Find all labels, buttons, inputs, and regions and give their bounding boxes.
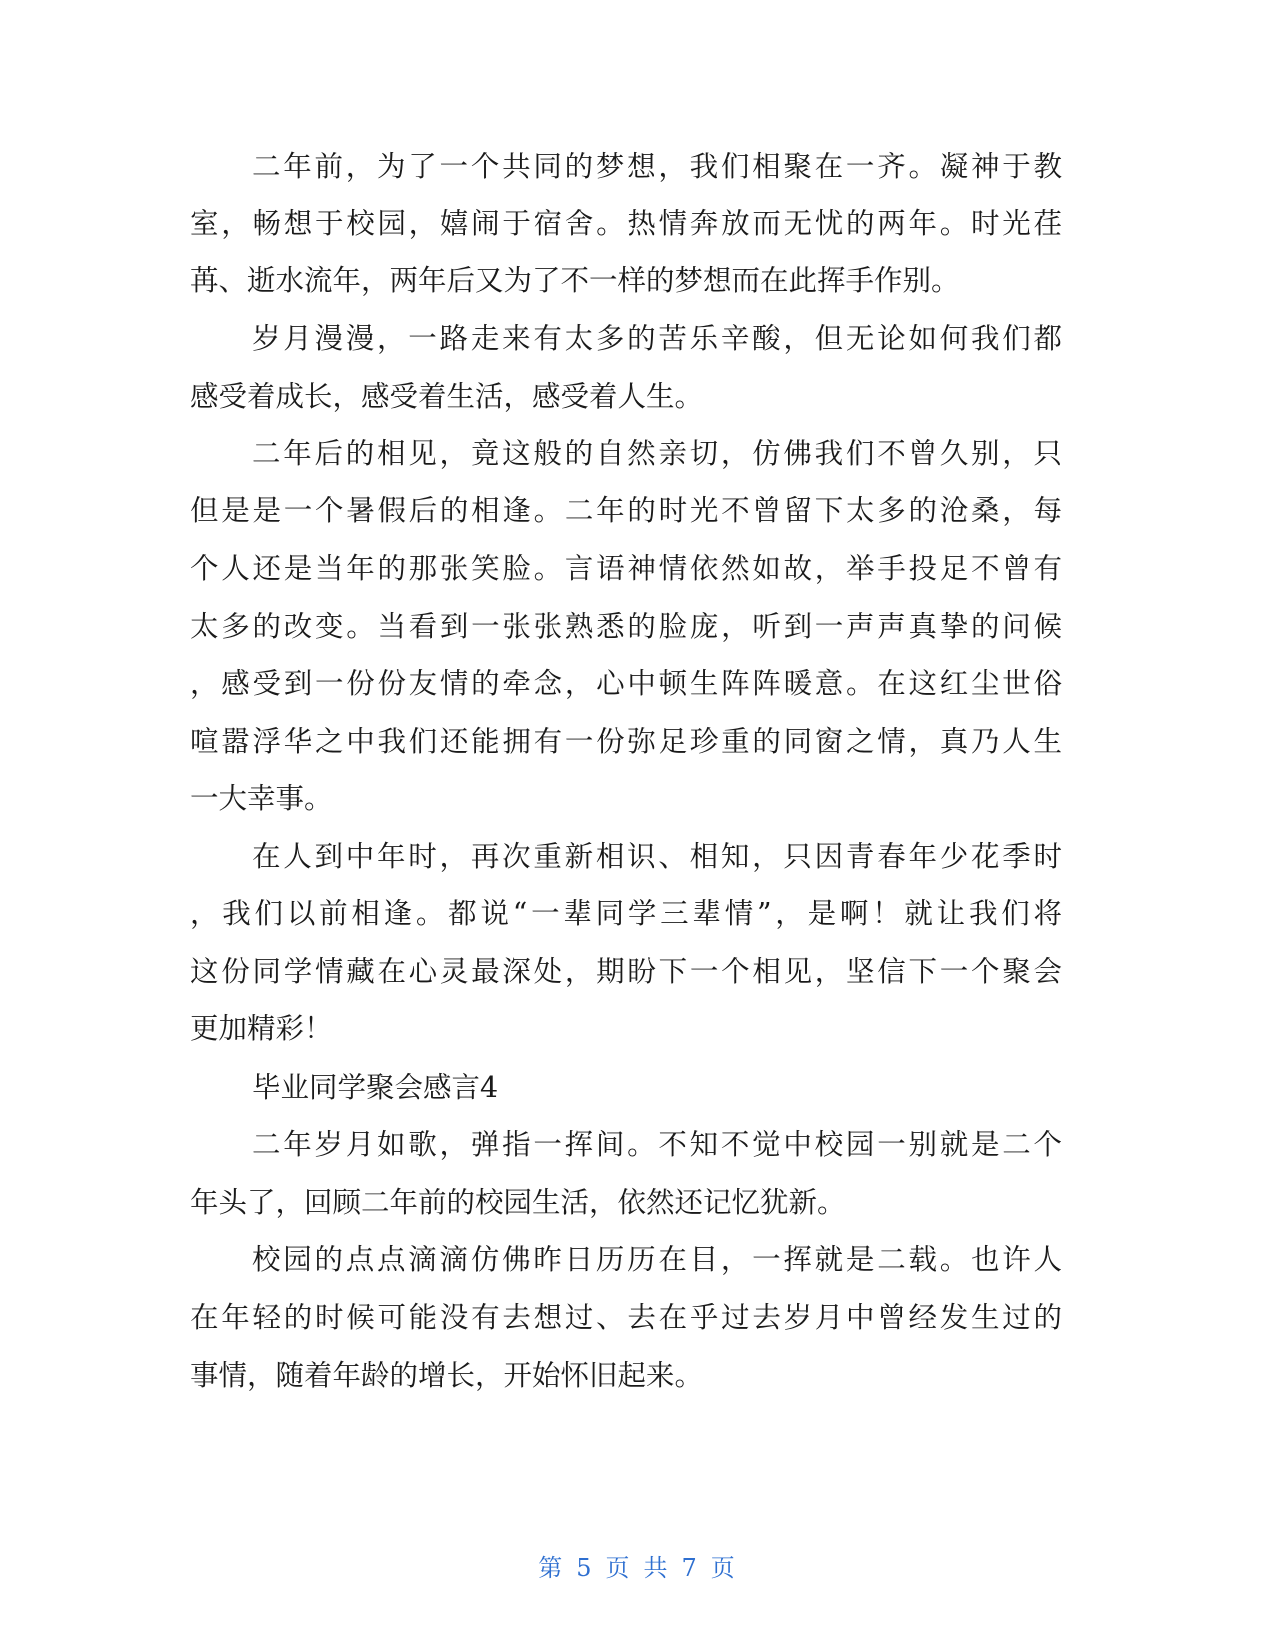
section-heading: 毕业同学聚会感言4	[252, 1071, 499, 1104]
paragraph-line: 但是是一个暑假后的相逢。二年的时光不曾留下太多的沧桑，每	[190, 494, 1062, 527]
paragraph-line: 在年轻的时候可能没有去想过、去在乎过去岁月中曾经发生过的	[190, 1301, 1062, 1334]
footer-current-page: 5	[576, 1554, 594, 1582]
footer-prefix: 第	[538, 1554, 565, 1582]
paragraph-line: 喧嚣浮华之中我们还能拥有一份弥足珍重的同窗之情，真乃人生	[190, 725, 1062, 758]
paragraph-line: 二年后的相见，竟这般的自然亲切，仿佛我们不曾久别，只	[252, 437, 1062, 470]
paragraph-line: 感受着成长，感受着生活，感受着人生。	[190, 380, 704, 413]
footer-suffix: 页	[710, 1554, 737, 1582]
paragraph-line: 一大幸事。	[190, 782, 333, 815]
paragraph-line: 年头了，回顾二年前的校园生活，依然还记忆犹新。	[190, 1186, 846, 1219]
footer-total-word: 共	[643, 1554, 670, 1582]
paragraph-line: 太多的改变。当看到一张张熟悉的脸庞，听到一声声真挚的问候	[190, 610, 1062, 643]
paragraph-line: 二年岁月如歌，弹指一挥间。不知不觉中校园一别就是二个	[252, 1128, 1062, 1161]
paragraph-line: 苒、逝水流年，两年后又为了不一样的梦想而在此挥手作别。	[190, 264, 960, 297]
paragraph-line: 岁月漫漫，一路走来有太多的苦乐辛酸，但无论如何我们都	[252, 322, 1062, 355]
paragraph-line: 更加精彩！	[190, 1012, 333, 1045]
paragraph-line: 校园的点点滴滴仿佛昨日历历在目，一挥就是二载。也许人	[252, 1243, 1062, 1276]
footer-page-word: 页	[605, 1554, 632, 1582]
paragraph-line: 室，畅想于校园，嬉闹于宿舍。热情奔放而无忧的两年。时光荏	[190, 207, 1062, 240]
paragraph-line: 这份同学情藏在心灵最深处，期盼下一个相见，坚信下一个聚会	[190, 955, 1062, 988]
footer-total-pages: 7	[681, 1554, 699, 1582]
paragraph-line: ，我们以前相逢。都说“一辈同学三辈情”，是啊！就让我们将	[190, 897, 1062, 930]
paragraph-line: 在人到中年时，再次重新相识、相知，只因青春年少花季时	[252, 840, 1062, 873]
paragraph-line: 二年前，为了一个共同的梦想，我们相聚在一齐。凝神于教	[252, 150, 1062, 183]
paragraph-line: 个人还是当年的那张笑脸。言语神情依然如故，举手投足不曾有	[190, 552, 1062, 585]
page-footer	[0, 1548, 1275, 1583]
paragraph-line: 事情，随着年龄的增长，开始怀旧起来。	[190, 1359, 704, 1392]
paragraph-line: ，感受到一份份友情的牵念，心中顿生阵阵暖意。在这红尘世俗	[190, 667, 1062, 700]
